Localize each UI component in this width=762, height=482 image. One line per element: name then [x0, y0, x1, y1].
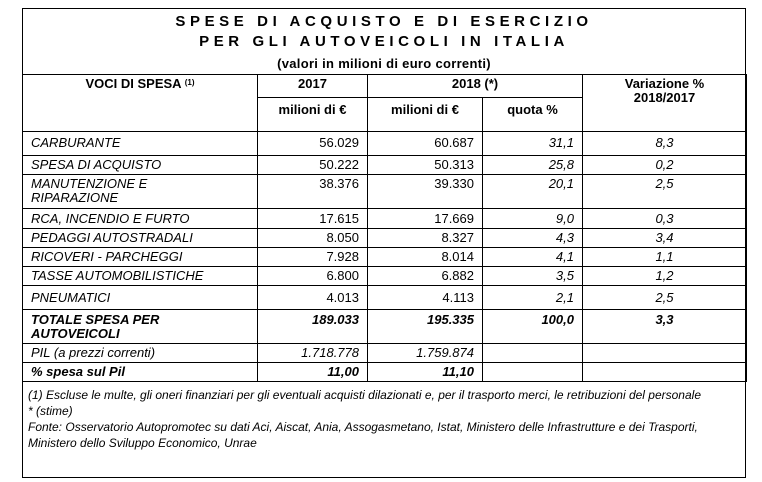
footnotes [28, 387, 740, 451]
footnote-estimate: * (stime) [28, 404, 73, 418]
row-label: SPESA DI ACQUISTO [23, 156, 258, 175]
row-variation: 3,4 [583, 229, 747, 248]
row-variation: 1,1 [583, 248, 747, 267]
row-value-2017: 8.050 [258, 229, 368, 248]
row-value-2018: 8.014 [368, 248, 483, 267]
row-label: MANUTENZIONE E RIPARAZIONE [23, 175, 258, 209]
row-quota: 25,8 [483, 156, 583, 175]
header-voci: VOCI DI SPESA $^{(1)}$ [23, 75, 258, 132]
row-quota: 3,5 [483, 267, 583, 286]
row-value-2018: 6.882 [368, 267, 483, 286]
title-subtitle: (valori in milioni di euro correnti) [277, 56, 491, 71]
pil-row [23, 344, 747, 363]
table-row [23, 286, 747, 310]
header-row [23, 75, 747, 98]
row-variation: 0,2 [583, 156, 747, 175]
row-label: TASSE AUTOMOBILISTICHE [23, 267, 258, 286]
total-label: TOTALE SPESA PER AUTOVEICOLI [23, 310, 258, 344]
row-quota: 4,1 [483, 248, 583, 267]
pil-quota-empty [483, 344, 583, 363]
row-value-2017: 7.928 [258, 248, 368, 267]
row-quota: 4,3 [483, 229, 583, 248]
pct-pil-quota-empty [483, 363, 583, 382]
total-value-2018: 195.335 [368, 310, 483, 344]
table-row [23, 156, 747, 175]
row-value-2017: 38.376 [258, 175, 368, 209]
row-variation: 0,3 [583, 209, 747, 229]
table-row [23, 132, 747, 156]
row-variation: 2,5 [583, 286, 747, 310]
source-note: Fonte: Osservatorio Autopromotec su dati Aci, Aiscat, Ania, Assogasmetano, Istat, Ministero delle Infrastrutture e dei Trasporti, Ministero dello Sviluppo Economico, Unrae [28, 420, 698, 450]
row-quota: 31,1 [483, 132, 583, 156]
table-row [23, 209, 747, 229]
total-value-2017: 189.033 [258, 310, 368, 344]
header-unit-2017: milioni di € [258, 98, 368, 132]
row-label: CARBURANTE [23, 132, 258, 156]
table-row [23, 229, 747, 248]
row-label: RICOVERI - PARCHEGGI [23, 248, 258, 267]
row-quota: 20,1 [483, 175, 583, 209]
row-value-2017: 56.029 [258, 132, 368, 156]
row-label: PNEUMATICI [23, 286, 258, 310]
row-value-2017: 4.013 [258, 286, 368, 310]
pct-pil-value-2017: 11,00 [258, 363, 368, 382]
total-row [23, 310, 747, 344]
table-row [23, 175, 747, 209]
pct-pil-label: % spesa sul Pil [23, 363, 258, 382]
row-value-2018: 50.313 [368, 156, 483, 175]
pct-pil-row [23, 363, 747, 382]
row-label: PEDAGGI AUTOSTRADALI [23, 229, 258, 248]
header-variazione: Variazione % 2018/2017 [583, 75, 747, 132]
row-value-2018: 17.669 [368, 209, 483, 229]
pil-variation-empty [583, 344, 747, 363]
row-variation: 1,2 [583, 267, 747, 286]
pil-value-2017: 1.718.778 [258, 344, 368, 363]
row-value-2018: 8.327 [368, 229, 483, 248]
row-value-2018: 60.687 [368, 132, 483, 156]
row-variation: 8,3 [583, 132, 747, 156]
row-value-2018: 4.113 [368, 286, 483, 310]
title-line-1: SPESE DI ACQUISTO E DI ESERCIZIO [175, 13, 593, 30]
row-quota: 2,1 [483, 286, 583, 310]
row-value-2017: 17.615 [258, 209, 368, 229]
header-quota: quota % [483, 98, 583, 132]
header-2017: 2017 [258, 75, 368, 98]
row-value-2017: 6.800 [258, 267, 368, 286]
title-line-2: PER GLI AUTOVEICOLI IN ITALIA [199, 33, 569, 50]
pct-pil-variation-empty [583, 363, 747, 382]
row-quota: 9,0 [483, 209, 583, 229]
row-variation: 2,5 [583, 175, 747, 209]
total-variation: 3,3 [583, 310, 747, 344]
table-row [23, 248, 747, 267]
total-quota: 100,0 [483, 310, 583, 344]
pil-label: PIL (a prezzi correnti) [23, 344, 258, 363]
pil-value-2018: 1.759.874 [368, 344, 483, 363]
header-unit-2018: milioni di € [368, 98, 483, 132]
pct-pil-value-2018: 11,10 [368, 363, 483, 382]
header-2018: 2018 (*) [368, 75, 583, 98]
row-value-2018: 39.330 [368, 175, 483, 209]
row-label: RCA, INCENDIO E FURTO [23, 209, 258, 229]
row-value-2017: 50.222 [258, 156, 368, 175]
table-row [23, 267, 747, 286]
footnote-1: (1) Escluse le multe, gli oneri finanziari per gli eventuali acquisti dilazionati e, per il trasporto merci, le retribuzioni del personale [28, 388, 701, 402]
expense-table [22, 74, 747, 382]
